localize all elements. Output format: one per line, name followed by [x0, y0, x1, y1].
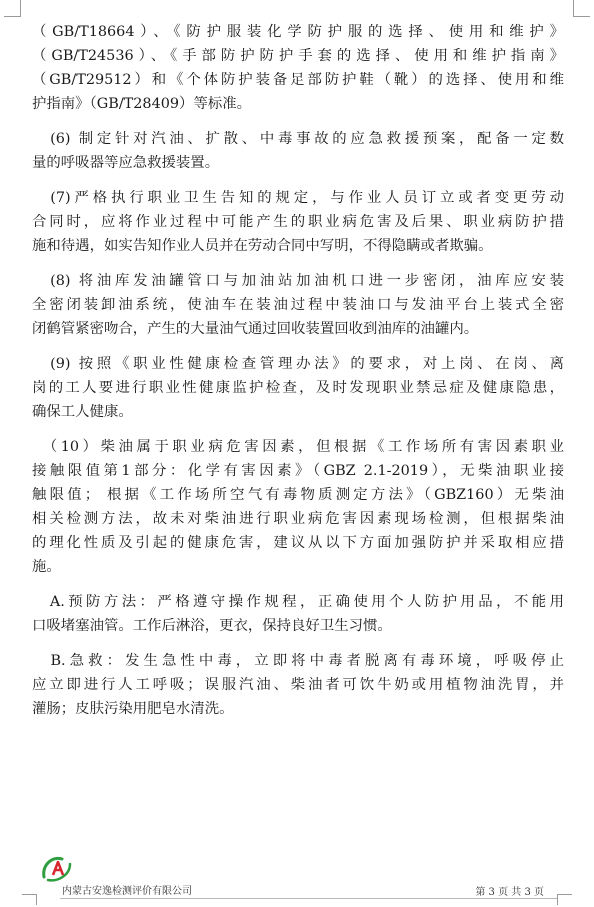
- page-corner-mark-bottom-left: [22, 894, 37, 905]
- text-line: 合同时，应将作业过程中可能产生的职业病危害及后果、职业病防护措: [32, 214, 564, 230]
- company-name: 内蒙古安逸检测评价有限公司: [62, 886, 192, 897]
- paragraph: [32, 20, 564, 116]
- text-line: 灌肠；皮肤污染用肥皂水清洗。: [32, 701, 234, 717]
- text-line: （10）柴油属于职业病危害因素，但根据《工作场所有害因素职业: [32, 439, 564, 455]
- page-corner-mark-bottom-right: [557, 894, 572, 905]
- text-line: 应立即进行人工呼吸；误服汽油、柴油者可饮牛奶或用植物油洗胃，并: [32, 677, 564, 693]
- page-footer: [0, 850, 594, 907]
- page-corner-mark-left: [4, 0, 21, 17]
- text-line: 量的呼吸器等应急救援装置。: [32, 155, 220, 171]
- text-line: 施和待遇，如实告知作业人员并在劳动合同中写明，不得隐瞒或者欺骗。: [32, 238, 493, 254]
- text-line: B.急救：发生急性中毒，立即将中毒者脱离有毒环境，呼吸停止: [32, 653, 564, 669]
- text-line: A.预防方法：严格遵守操作规程，正确使用个人防护用品，不能用: [32, 594, 564, 610]
- paragraph: [32, 269, 564, 341]
- paragraph: [32, 435, 564, 579]
- paragraph: [32, 186, 564, 258]
- text-line: 全密闭装卸油系统，使油车在装油过程中装油口与发油平台上装式全密: [32, 297, 564, 313]
- text-line: 护指南》（GB/T28409）等标准。: [32, 96, 252, 112]
- paragraph: [32, 127, 564, 175]
- text-line: (7)严格执行职业卫生告知的规定，与作业人员订立或者变更劳动: [32, 190, 564, 206]
- paragraph-gap: [32, 424, 564, 435]
- footer-divider: [60, 898, 558, 899]
- text-line: （GB/T18664）、《防护服装化学防护服的选择、使用和维护》: [32, 24, 564, 40]
- page-number: 第 3 页 共 3 页: [475, 887, 544, 898]
- text-line: 相关检测方法，故未对柴油进行职业病危害因素现场检测，但根据柴油: [32, 511, 564, 527]
- text-line: (8) 将油库发油罐管口与加油站加油机口进一步密闭，油库应安装: [32, 273, 564, 289]
- text-line: (6) 制定针对汽油、扩散、中毒事故的应急救援预案，配备一定数: [32, 131, 564, 147]
- text-line: 口吸堵塞油管。工作后淋浴，更衣，保持良好卫生习惯。: [32, 618, 392, 634]
- paragraph-gap: [32, 258, 564, 269]
- paragraph: [32, 649, 564, 721]
- text-line: （GB/T24536）、《手部防护防护手套的选择、使用和维护指南》: [32, 48, 564, 64]
- text-line: （GB/T29512）和《个体防护装备足部防护鞋（靴）的选择、使用和维: [32, 72, 564, 88]
- text-line: 岗的工人要进行职业性健康监护检查，及时发现职业禁忌症及健康隐患，: [32, 380, 564, 396]
- paragraph-gap: [32, 638, 564, 649]
- document-body: [32, 20, 564, 721]
- text-line: 的理化性质及引起的健康危害，建议从以下方面加强防护并采取相应措: [32, 535, 564, 551]
- text-line: 闭鹤管紧密吻合，产生的大量油气通过回收装置回收到油库的油罐内。: [32, 321, 479, 337]
- paragraph: [32, 590, 564, 638]
- paragraph: [32, 352, 564, 424]
- text-line: (9) 按照《职业性健康检查管理办法》的要求，对上岗、在岗、离: [32, 356, 564, 372]
- paragraph-gap: [32, 579, 564, 590]
- text-line: 接触限值第1部分：化学有害因素》（GBZ 2.1-2019），无柴油职业接: [32, 463, 564, 479]
- page-corner-mark-right: [573, 0, 590, 17]
- text-line: 施。: [32, 559, 61, 575]
- paragraph-gap: [32, 341, 564, 352]
- company-logo-icon: [40, 853, 74, 883]
- paragraph-gap: [32, 175, 564, 186]
- text-line: 确保工人健康。: [32, 404, 133, 420]
- paragraph-gap: [32, 116, 564, 127]
- text-line: 触限值； 根据《工作场所空气有毒物质测定方法》（GBZ160）无柴油: [32, 487, 564, 503]
